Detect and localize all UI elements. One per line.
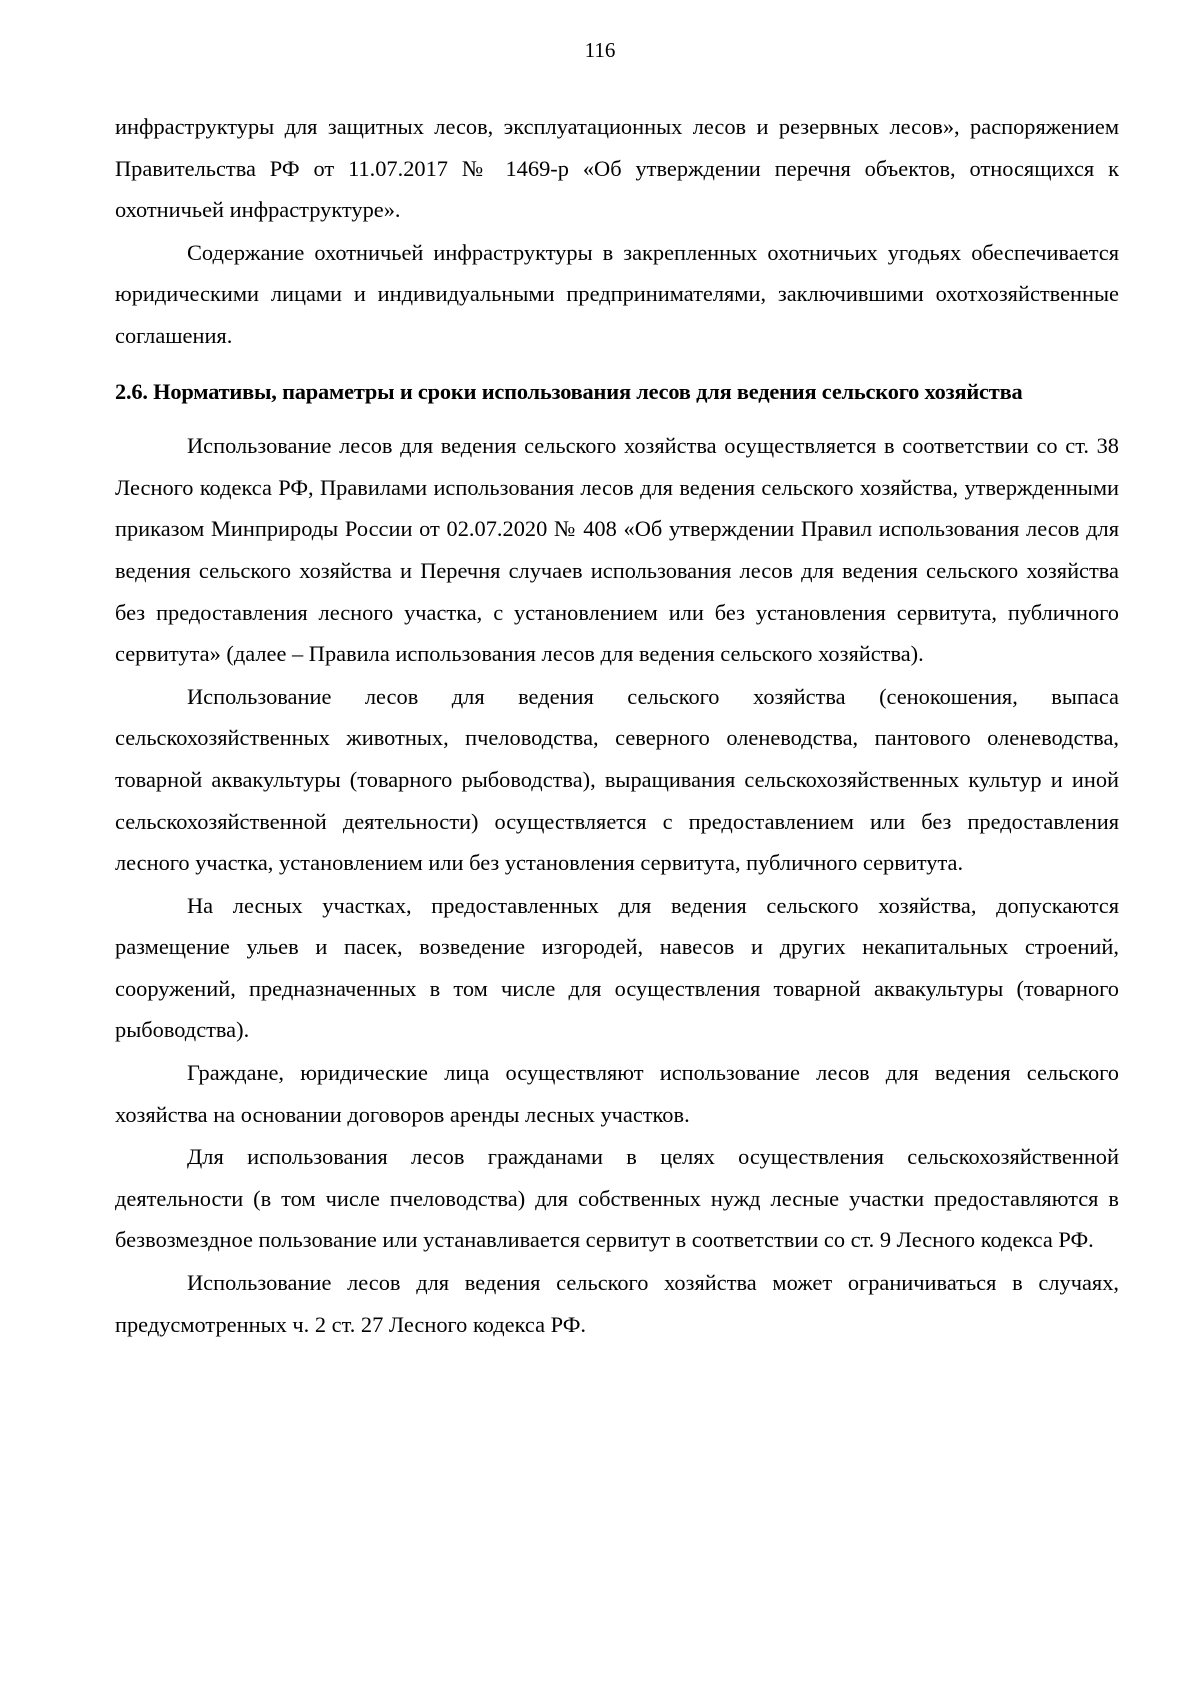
paragraph: Использование лесов для ведения сельского хозяйства осуществляется в соответствии со ст. 38 Лесного кодекса РФ, Правилами использования лесов для ведения сельского хозяйства, утвержденными приказом Минприроды России от 02.07.2020 № 408 «Об утверждении Правил использования лесов для ведения сельского хозяйства и Перечня случаев использования лесов для ведения сельского хозяйства без предоставления лесного участка, с установлением или без установления сервитута, публичного сервитута» (далее – Правила использования лесов для ведения сельского хозяйства). (115, 433, 1119, 667)
section-heading: 2.6. Нормативы, параметры и сроки использования лесов для ведения сельского хозяйства (115, 378, 1023, 404)
document-body (115, 106, 1119, 1346)
paragraph: Граждане, юридические лица осуществляют использование лесов для ведения сельского хозяйства на основании договоров аренды лесных участков. (115, 1060, 1119, 1127)
paragraph: Для использования лесов гражданами в целях осуществления сельскохозяйственной деятельности (в том числе пчеловодства) для собственных нужд лесные участки предоставляются в безвозмездное пользование или устанавливается сервитут в соответствии со ст. 9 Лесного кодекса РФ. (115, 1144, 1119, 1253)
page-number: 116 (584, 38, 616, 62)
paragraph: Использование лесов для ведения сельского хозяйства может ограничиваться в случаях, предусмотренных ч. 2 ст. 27 Лесного кодекса РФ. (115, 1270, 1119, 1337)
paragraph: Использование лесов для ведения сельского хозяйства (сенокошения, выпаса сельскохозяйственных животных, пчеловодства, северного оленеводства, пантового оленеводства, товарной аквакультуры (товарного рыбоводства), выращивания сельскохозяйственных культур и иной сельскохозяйственной деятельности) осуществляется с предоставлением или без предоставления лесного участка, установлением или без установления сервитута, публичного сервитута. (115, 683, 1119, 876)
paragraph: На лесных участках, предоставленных для ведения сельского хозяйства, допускаются размещение ульев и пасек, возведение изгородей, навесов и других некапитальных строений, сооружений, предназначенных в том числе для осуществления товарной аквакультуры (товарного рыбоводства). (115, 892, 1119, 1043)
paragraph: Содержание охотничьей инфраструктуры в закрепленных охотничьих угодьях обеспечивается юридическими лицами и индивидуальными предпринимателями, заключившими охотхозяйственные соглашения. (115, 239, 1119, 348)
paragraph-continuation: инфраструктуры для защитных лесов, эксплуатационных лесов и резервных лесов», распоряжением Правительства РФ от 11.07.2017 № 1469-р «Об утверждении перечня объектов, относящихся к охотничьей инфраструктуре». (115, 114, 1119, 223)
